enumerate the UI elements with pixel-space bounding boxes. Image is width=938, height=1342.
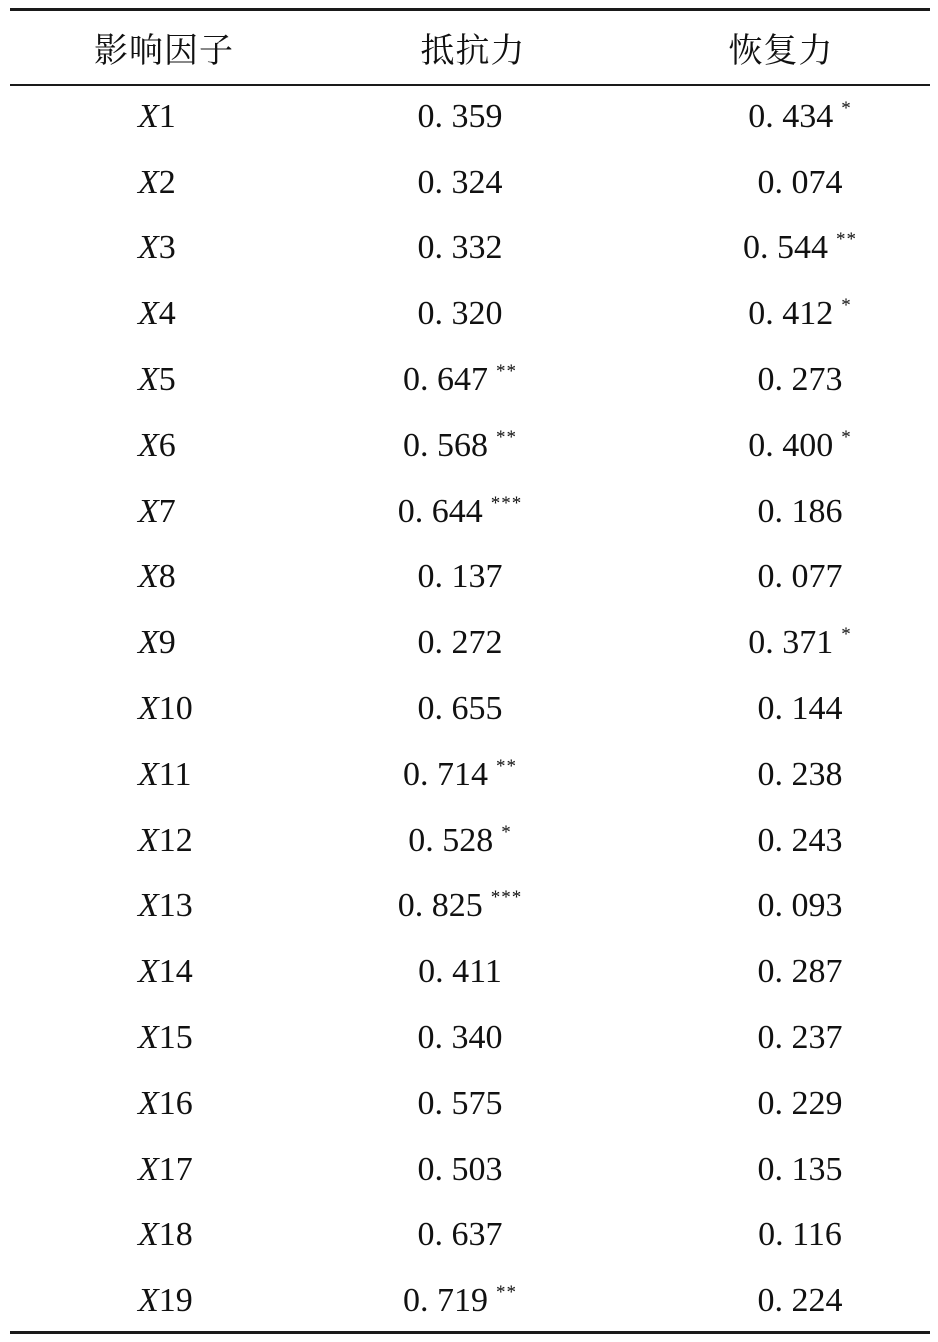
resilience-value: 0. 371 (748, 624, 834, 662)
resilience-cell (630, 1137, 930, 1203)
resilience-value: 0. 074 (757, 163, 843, 201)
table-row (10, 84, 930, 150)
header-resistance: 抵抗力 (420, 31, 526, 71)
resilience-cell (630, 939, 930, 1005)
table-row (10, 413, 930, 479)
factor-cell (10, 545, 330, 611)
resistance-significance-mark: ** (496, 755, 517, 777)
resilience-value: 0. 093 (757, 887, 843, 925)
resilience-value: 0. 116 (758, 1216, 842, 1254)
data-table-container (10, 8, 930, 1334)
resilience-value: 0. 434 (748, 97, 834, 135)
factor-variable: X (138, 887, 159, 925)
resistance-significance-mark: *** (490, 492, 523, 514)
resilience-cell (630, 742, 930, 808)
resilience-cell (630, 1203, 930, 1269)
resilience-significance-mark: * (841, 624, 852, 646)
resistance-cell (330, 742, 630, 808)
factor-index: 11 (158, 755, 192, 793)
resistance-value: 0. 719 (403, 1282, 488, 1320)
resilience-value: 0. 544 (743, 229, 828, 267)
resistance-cell (330, 413, 630, 479)
resistance-value: 0. 528 (408, 821, 494, 859)
resilience-value: 0. 077 (757, 558, 843, 596)
resistance-cell (330, 84, 630, 150)
factor-cell (10, 347, 330, 413)
factor-cell (10, 939, 330, 1005)
resilience-cell (630, 413, 930, 479)
resistance-value: 0. 411 (418, 953, 502, 991)
resistance-value: 0. 320 (417, 295, 503, 333)
resistance-cell (330, 676, 630, 742)
resistance-value: 0. 332 (417, 229, 503, 267)
factor-variable: X (138, 624, 159, 662)
resistance-value: 0. 568 (403, 426, 488, 464)
resilience-value: 0. 273 (757, 361, 843, 399)
resilience-cell (630, 479, 930, 545)
factor-variable: X (138, 229, 159, 267)
resilience-value: 0. 238 (757, 755, 843, 793)
factor-index: 17 (158, 1150, 193, 1188)
factor-cell (10, 1268, 330, 1334)
resistance-cell (330, 1005, 630, 1071)
resilience-cell (630, 1268, 930, 1334)
factor-variable: X (138, 690, 159, 728)
resilience-cell (630, 1005, 930, 1071)
header-resilience: 恢复力 (728, 31, 834, 71)
table-row (10, 676, 930, 742)
resistance-value: 0. 575 (417, 1084, 503, 1122)
resistance-cell (330, 1137, 630, 1203)
resistance-value: 0. 825 (397, 887, 483, 925)
resistance-cell (330, 808, 630, 874)
table-header-row (10, 11, 930, 84)
factor-cell (10, 1203, 330, 1269)
resistance-value: 0. 655 (417, 690, 503, 728)
resistance-significance-mark: ** (496, 361, 517, 383)
factor-index: 7 (158, 492, 176, 530)
resistance-value: 0. 324 (417, 163, 503, 201)
resilience-value: 0. 229 (757, 1084, 843, 1122)
table-row (10, 1071, 930, 1137)
resistance-value: 0. 137 (417, 558, 503, 596)
resilience-value: 0. 412 (748, 295, 834, 333)
factor-variable: X (138, 1216, 159, 1254)
resistance-significance-mark: ** (496, 1282, 517, 1304)
factor-index: 4 (158, 295, 176, 333)
table-row (10, 479, 930, 545)
resistance-value: 0. 340 (417, 1019, 503, 1057)
resilience-cell (630, 281, 930, 347)
resistance-value: 0. 647 (403, 361, 488, 399)
resistance-cell (330, 281, 630, 347)
factor-variable: X (138, 163, 159, 201)
factor-cell (10, 676, 330, 742)
factor-cell (10, 84, 330, 150)
resilience-cell (630, 150, 930, 216)
resilience-value: 0. 287 (757, 953, 843, 991)
resilience-cell (630, 545, 930, 611)
resilience-value: 0. 144 (757, 690, 843, 728)
resilience-value: 0. 243 (757, 821, 843, 859)
factor-index: 16 (158, 1084, 193, 1122)
factor-variable: X (138, 1150, 159, 1188)
factor-variable: X (138, 558, 159, 596)
resistance-value: 0. 644 (397, 492, 483, 530)
resilience-cell (630, 676, 930, 742)
factor-variable: X (138, 821, 159, 859)
resistance-value: 0. 503 (417, 1150, 503, 1188)
table-row (10, 150, 930, 216)
resilience-significance-mark: * (841, 295, 852, 317)
resistance-cell (330, 545, 630, 611)
header-factor: 影响因子 (94, 31, 234, 71)
resilience-cell (630, 1071, 930, 1137)
resilience-value: 0. 186 (757, 492, 843, 530)
resistance-value: 0. 272 (417, 624, 503, 662)
table-row (10, 1203, 930, 1269)
factor-variable: X (138, 426, 159, 464)
resilience-cell (630, 347, 930, 413)
factor-cell (10, 413, 330, 479)
factor-cell (10, 479, 330, 545)
resistance-significance-mark: ** (496, 426, 517, 448)
resistance-cell (330, 1203, 630, 1269)
factor-variable: X (138, 295, 159, 333)
factor-variable: X (138, 953, 159, 991)
factor-cell (10, 874, 330, 940)
resistance-cell (330, 610, 630, 676)
factor-cell (10, 281, 330, 347)
factor-index: 5 (158, 361, 176, 399)
factor-cell (10, 1071, 330, 1137)
factor-index: 10 (158, 690, 193, 728)
factor-index: 1 (158, 97, 176, 135)
factor-index: 3 (158, 229, 176, 267)
resistance-cell (330, 1071, 630, 1137)
resilience-cell (630, 84, 930, 150)
factor-index: 6 (158, 426, 176, 464)
factor-variable: X (138, 361, 159, 399)
table-row (10, 808, 930, 874)
table-row (10, 1005, 930, 1071)
table-row (10, 216, 930, 282)
resilience-value: 0. 135 (757, 1150, 843, 1188)
resistance-significance-mark: * (501, 821, 512, 843)
resilience-cell (630, 610, 930, 676)
resistance-cell (330, 874, 630, 940)
resistance-cell (330, 939, 630, 1005)
resistance-value: 0. 637 (417, 1216, 503, 1254)
resistance-cell (330, 216, 630, 282)
resilience-significance-mark: ** (836, 229, 857, 251)
factor-variable: X (138, 492, 159, 530)
factor-index: 13 (158, 887, 193, 925)
resilience-cell (630, 874, 930, 940)
factor-variable: X (138, 1084, 159, 1122)
factor-index: 9 (158, 624, 176, 662)
resistance-cell (330, 150, 630, 216)
table-row (10, 281, 930, 347)
factor-index: 18 (158, 1216, 193, 1254)
factor-cell (10, 216, 330, 282)
resilience-value: 0. 224 (757, 1282, 843, 1320)
factor-index: 14 (158, 953, 193, 991)
factor-cell (10, 610, 330, 676)
table-row (10, 347, 930, 413)
factor-index: 19 (158, 1282, 193, 1320)
resilience-significance-mark: * (841, 97, 852, 119)
factor-cell (10, 808, 330, 874)
factor-index: 8 (158, 558, 176, 596)
correlation-table (10, 11, 930, 1334)
resistance-value: 0. 714 (403, 755, 488, 793)
table-row (10, 874, 930, 940)
table-row (10, 742, 930, 808)
factor-variable: X (138, 755, 159, 793)
factor-cell (10, 150, 330, 216)
factor-cell (10, 1137, 330, 1203)
resilience-significance-mark: * (841, 426, 852, 448)
resilience-cell (630, 808, 930, 874)
factor-index: 15 (158, 1019, 193, 1057)
resilience-value: 0. 400 (748, 426, 834, 464)
resistance-value: 0. 359 (417, 97, 503, 135)
table-row (10, 939, 930, 1005)
factor-variable: X (138, 97, 159, 135)
factor-variable: X (138, 1019, 159, 1057)
resistance-cell (330, 1268, 630, 1334)
resilience-value: 0. 237 (757, 1019, 843, 1057)
resistance-cell (330, 347, 630, 413)
factor-cell (10, 742, 330, 808)
factor-index: 12 (158, 821, 193, 859)
factor-variable: X (138, 1282, 159, 1320)
factor-index: 2 (158, 163, 176, 201)
resilience-cell (630, 216, 930, 282)
table-row (10, 1137, 930, 1203)
resistance-significance-mark: *** (490, 887, 523, 909)
table-row (10, 545, 930, 611)
table-row (10, 1268, 930, 1334)
table-row (10, 610, 930, 676)
factor-cell (10, 1005, 330, 1071)
resistance-cell (330, 479, 630, 545)
